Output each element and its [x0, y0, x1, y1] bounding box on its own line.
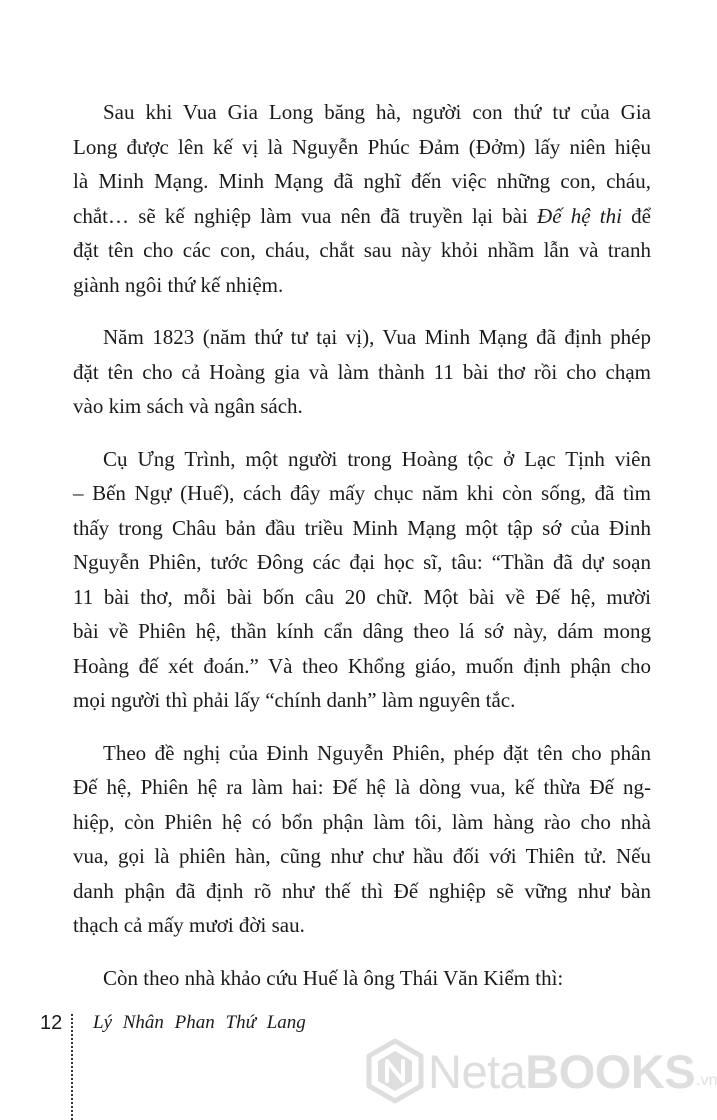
- text-line: giành ngôi thứ kế nhiệm.: [73, 272, 284, 297]
- text-fragment: chắt… sẽ kế nghiệp làm vua nên đã truyền lại bài: [73, 203, 538, 228]
- text-line-with-title: [73, 199, 651, 234]
- footer-divider: [71, 1014, 73, 1120]
- text-line: Sau khi Vua Gia Long băng hà, người con thứ tư của Gia: [103, 100, 651, 124]
- text-line: Cụ Ưng Trình, một người trong Hoàng tộc ở Lạc Tịnh viên: [103, 446, 651, 471]
- text-line: hiệp, còn Phiên hệ có bổn phận làm tôi, làm hàng rào cho nhà: [73, 809, 651, 834]
- text-line: thạch cả mấy mươi đời sau.: [73, 913, 305, 937]
- body-text: [73, 95, 651, 1013]
- text-line: Đế hệ, Phiên hệ ra làm hai: Đế hệ là dòng vua, kế thừa Đế ng-: [73, 775, 651, 799]
- text-line: Nguyễn Phiên, tước Đông các đại học sĩ, tâu: “Thần đã dự soạn: [73, 550, 651, 574]
- text-line: vua, gọi là phiên hàn, cũng như chư hầu đối với Thiên tử. Nếu: [73, 844, 651, 868]
- running-author: Lý Nhân Phan Thứ Lang: [93, 1012, 306, 1033]
- text-line: thấy trong Châu bản đầu triều Minh Mạng một tập sớ của Đinh: [73, 515, 651, 540]
- text-line: danh phận đã định rõ như thế thì Đế nghiệp sẽ vững như bàn: [73, 878, 651, 903]
- paragraph-3: [73, 442, 651, 718]
- text-line: Còn theo nhà khảo cứu Huế là ông Thái Văn Kiểm thì:: [103, 965, 564, 990]
- text-line: bài về Phiên hệ, thần kính cẩn dâng theo lá sớ này, dám mong: [73, 619, 651, 643]
- text-line: đặt tên cho các con, cháu, chắt sau này khỏi nhầm lẫn và tranh: [73, 238, 651, 262]
- text-line: là Minh Mạng. Minh Mạng đã nghĩ đến việc những con, cháu,: [73, 169, 651, 193]
- text-line: mọi người thì phải lấy “chính danh” làm nguyên tắc.: [73, 688, 516, 712]
- paragraph-4: [73, 736, 651, 943]
- poem-title: Đế hệ thi: [537, 203, 622, 228]
- watermark-brand-light: Neta: [428, 1044, 526, 1098]
- watermark-brand: [428, 1044, 695, 1099]
- netabooks-logo-icon: [366, 1039, 424, 1103]
- text-line: Long được lên kế vị là Nguyễn Phúc Đảm (Đởm) lấy niên hiệu: [73, 134, 651, 159]
- text-line: – Bến Ngự (Huế), cách đây mấy chục năm khi còn sống, đã tìm: [73, 481, 651, 505]
- text-line: 11 bài thơ, mỗi bài bốn câu 20 chữ. Một bài về Đế hệ, mười: [73, 584, 651, 609]
- paragraph-5: [73, 961, 651, 996]
- watermark-domain-suffix: .vn: [696, 1072, 717, 1089]
- text-fragment: để: [621, 203, 651, 228]
- text-line: Theo đề nghị của Đinh Nguyễn Phiên, phép đặt tên cho phân: [103, 740, 651, 765]
- page-number: 12: [40, 1012, 63, 1034]
- text-line: Năm 1823 (năm thứ tư tại vị), Vua Minh Mạng đã định phép: [103, 325, 651, 349]
- text-line: Hoàng đế xét đoán.” Và theo Khổng giáo, muốn định phận cho: [73, 653, 651, 678]
- text-line: đặt tên cho cả Hoàng gia và làm thành 11 bài thơ rồi cho chạm: [73, 359, 651, 384]
- watermark: [366, 1036, 717, 1106]
- paragraph-1: [73, 95, 651, 302]
- paragraph-2: [73, 320, 651, 424]
- text-line: vào kim sách và ngân sách.: [73, 394, 303, 418]
- watermark-brand-bold: BOOKS: [525, 1044, 696, 1098]
